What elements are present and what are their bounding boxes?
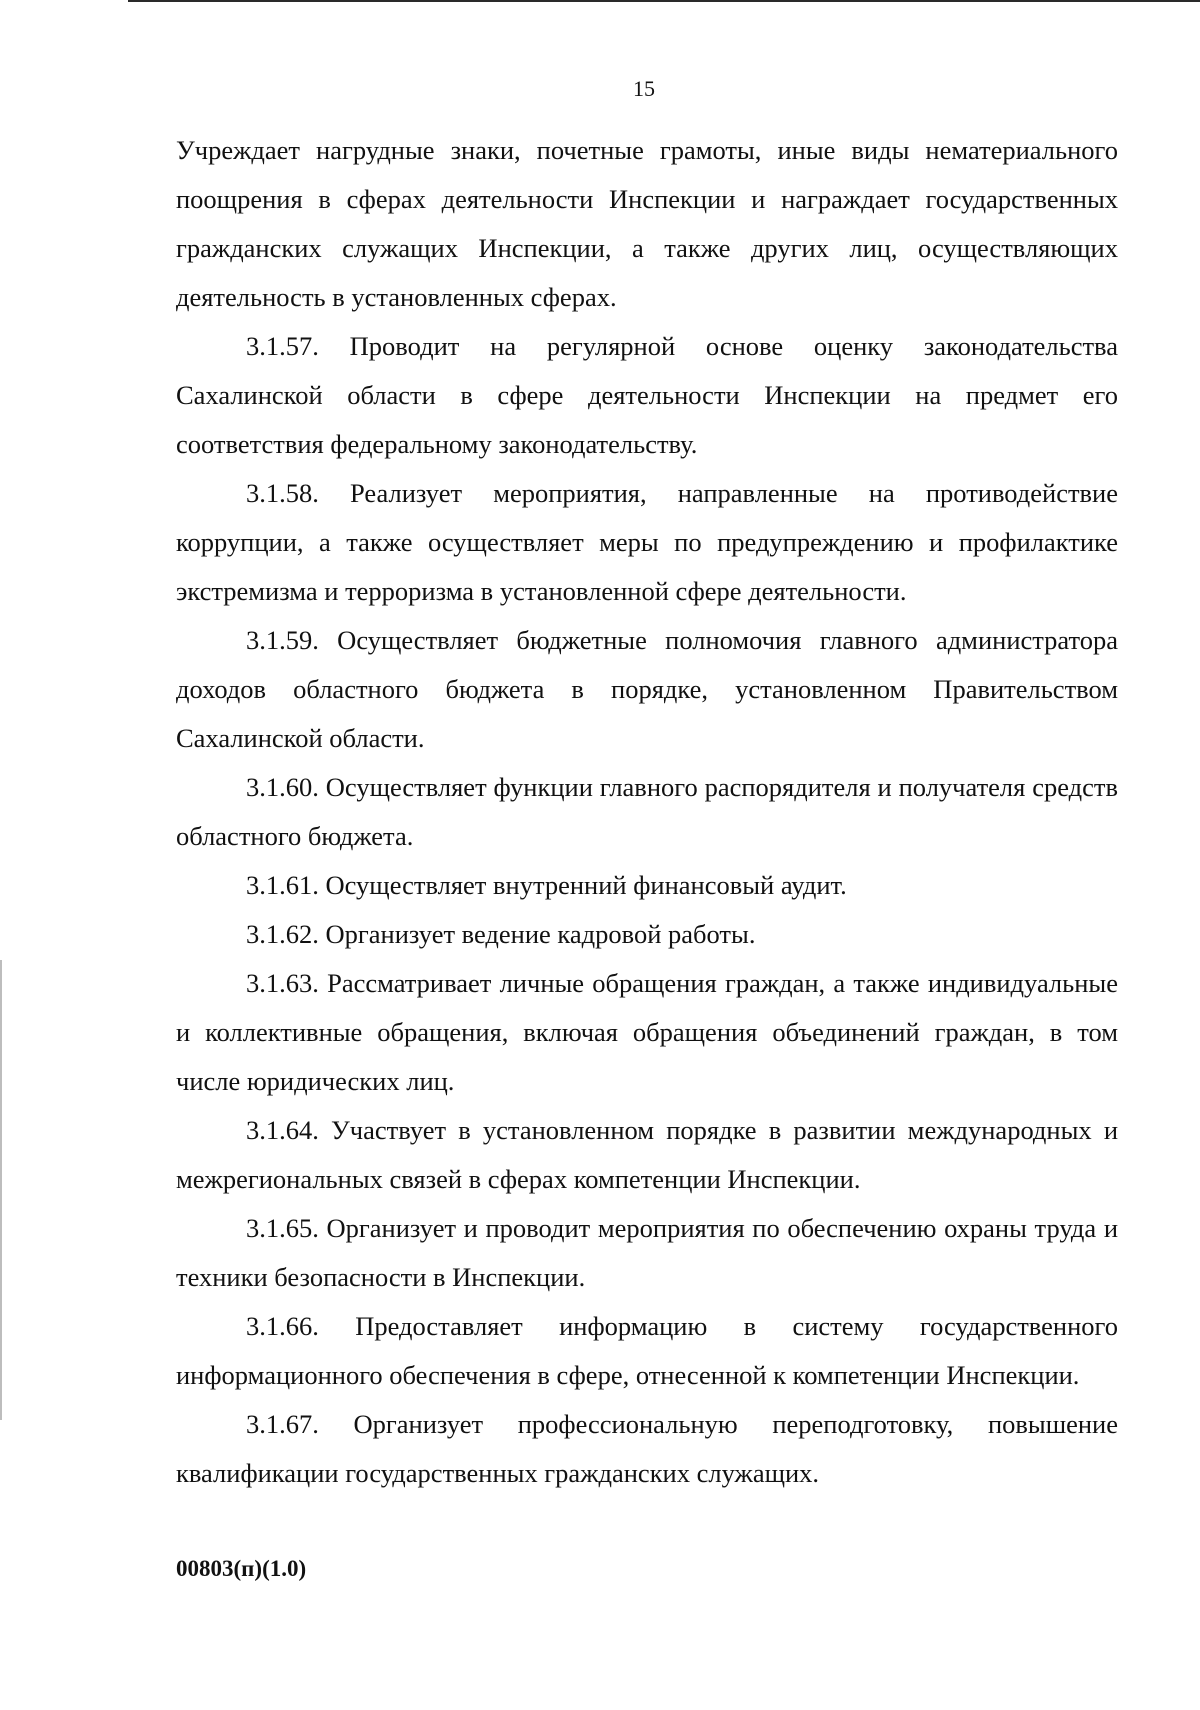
- top-border-line: [128, 0, 1200, 2]
- paragraph-3-1-59: 3.1.59. Осуществляет бюджетные полномочия главного администратора доходов областного бюджета в порядке, установленном Правительством Сахалинской области.: [176, 625, 1118, 753]
- paragraph-3-1-61: 3.1.61. Осуществляет внутренний финансовый аудит.: [246, 870, 847, 900]
- document-body: [176, 126, 1118, 1498]
- scan-edge-mark: [0, 960, 2, 1420]
- page-number: 15: [633, 76, 655, 101]
- document-code: 00803(п)(1.0): [176, 1556, 307, 1581]
- paragraph-3-1-67: 3.1.67. Организует профессиональную переподготовку, повышение квалификации государственных гражданских служащих.: [176, 1409, 1118, 1488]
- paragraph-3-1-63: 3.1.63. Рассматривает личные обращения граждан, а также индивидуальные и коллективные обращения, включая обращения объединений граждан, в том числе юридических лиц.: [176, 968, 1118, 1096]
- paragraph-3-1-66: 3.1.66. Предоставляет информацию в систему государственного информационного обеспечения в сфере, отнесенной к компетенции Инспекции.: [176, 1311, 1118, 1390]
- paragraph-3-1-65: 3.1.65. Организует и проводит мероприятия по обеспечению охраны труда и техники безопасности в Инспекции.: [176, 1213, 1118, 1292]
- paragraph-3-1-62: 3.1.62. Организует ведение кадровой работы.: [246, 919, 756, 949]
- paragraph-3-1-60: 3.1.60. Осуществляет функции главного распорядителя и получателя средств областного бюджета.: [176, 772, 1118, 851]
- paragraph-3-1-57: 3.1.57. Проводит на регулярной основе оценку законодательства Сахалинской области в сфере деятельности Инспекции на предмет его соответствия федеральному законодательству.: [176, 331, 1118, 459]
- paragraph-continuation: Учреждает нагрудные знаки, почетные грамоты, иные виды нематериального поощрения в сферах деятельности Инспекции и награждает государственных гражданских служащих Инспекции, а также других лиц, осуществляющих деятельность в установленных сферах.: [176, 135, 1118, 312]
- paragraph-3-1-64: 3.1.64. Участвует в установленном порядке в развитии международных и межрегиональных связей в сферах компетенции Инспекции.: [176, 1115, 1118, 1194]
- paragraph-3-1-58: 3.1.58. Реализует мероприятия, направленные на противодействие коррупции, а также осуществляет меры по предупреждению и профилактике экстремизма и терроризма в установленной сфере деятельности.: [176, 478, 1118, 606]
